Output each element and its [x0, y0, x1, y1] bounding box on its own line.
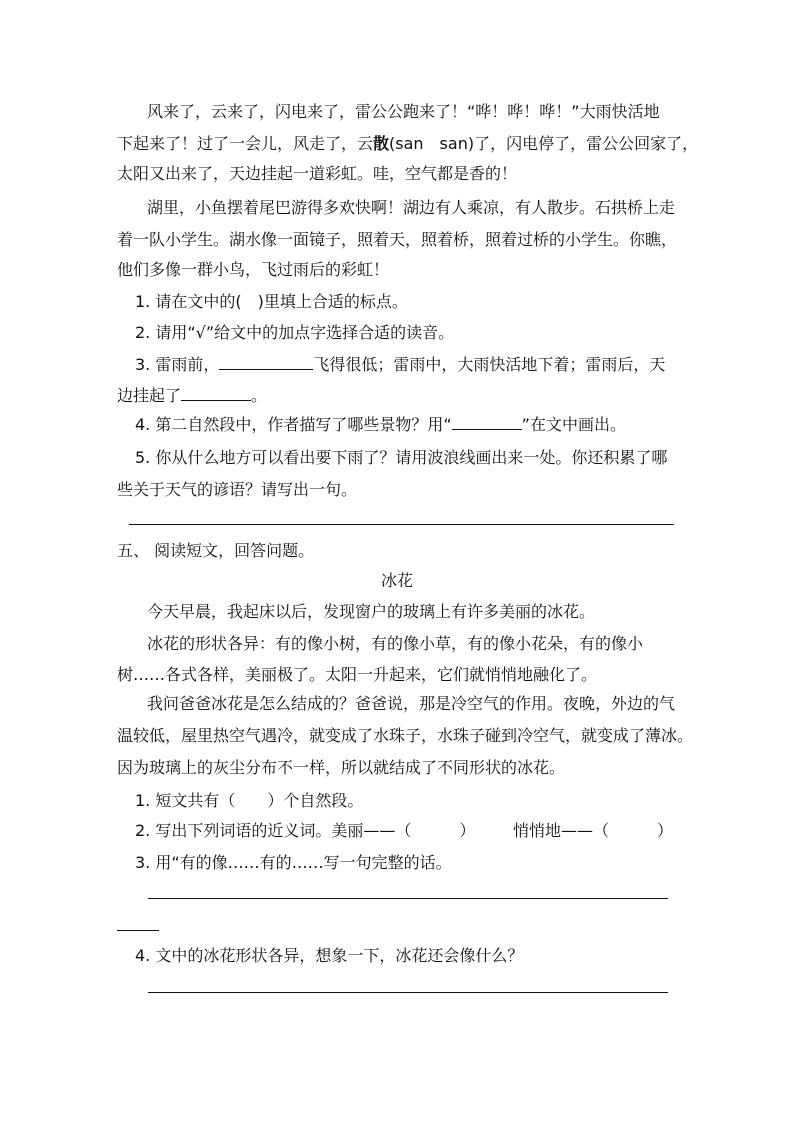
q4-line — [135, 413, 626, 436]
q1-fill-punctuation: 1. 请在文中的( )里填上合适的标点。 — [135, 292, 408, 311]
q5-line2: 些关于天气的谚语？请写出一句。 — [117, 480, 358, 499]
s5-q3-write-sentence: 3. 用“有的像……有的……写一句完整的话。 — [135, 853, 452, 872]
q3-blank-2[interactable] — [181, 384, 251, 401]
s5-q1-paragraph-count: 1. 短文共有（ ）个自然段。 — [135, 791, 364, 810]
q4-text-a: 4. 第二自然段中，作者描写了哪些景物？用“ — [135, 415, 452, 434]
passage2-p3-line1: 我问爸爸冰花是怎么结成的？爸爸说，那是冷空气的作用。夜晚，外边的气 — [147, 694, 676, 713]
q3-text-b: 飞得很低；雷雨中，大雨快活地下着；雷雨后，天 — [313, 355, 666, 374]
passage2-p3-line2: 温较低，屋里热空气遇冷，就变成了水珠子，水珠子碰到冷空气，就变成了薄冰。 — [117, 726, 694, 745]
s5-q3-answer-line-continued[interactable] — [117, 930, 159, 931]
q3-text-c: 边挂起了 — [117, 386, 182, 405]
passage1-p2-line3: 他们多像一群小鸟，飞过雨后的彩虹！ — [117, 260, 390, 279]
passage1-p1-line3: 太阳又出来了，天边挂起一道彩虹。哇，空气都是香的！ — [117, 164, 518, 183]
q5-answer-line[interactable] — [129, 524, 674, 525]
section5-heading: 五、 阅读短文，回答问题。 — [117, 541, 315, 560]
q3-text-a: 3. 雷雨前， — [135, 355, 220, 374]
s5-q4-answer-line[interactable] — [148, 992, 668, 993]
q4-text-b: ”在文中画出。 — [521, 415, 626, 434]
passage2-p3-line3: 因为玻璃上的灰尘分布不一样，所以就结成了不同形状的冰花。 — [117, 758, 566, 777]
s5-q2-synonym-b: 悄悄地——（ ） — [513, 821, 674, 840]
q4-underline-sample — [452, 413, 522, 430]
passage1-p1-line2-a: 下起来了！过了一会儿，风走了，云 — [117, 134, 374, 153]
passage1-p1-line1: 风来了，云来了，闪电来了，雷公公跑来了！“哗！哗！哗！”大雨快活地 — [147, 102, 660, 121]
s5-q3-answer-line[interactable] — [148, 898, 668, 899]
passage1-p1-line2 — [117, 133, 698, 155]
s5-q4-imagine: 4. 文中的冰花形状各异，想象一下，冰花还会像什么？ — [135, 946, 524, 965]
s5-q2-synonym-a: 2. 写出下列词语的近义词。美丽——（ ） — [135, 821, 476, 840]
dotted-character: 散 — [373, 134, 390, 153]
passage2-p2-line2: 树……各式各样，美丽极了。太阳一升起来，它们就悄悄地融化了。 — [117, 665, 598, 684]
q5-line1: 5. 你从什么地方可以看出要下雨了？请用波浪线画出来一处。你还积累了哪 — [135, 448, 668, 467]
passage2-title: 冰花 — [381, 571, 414, 590]
q2-choose-pronunciation: 2. 请用“√”给文中的加点字选择合适的读音。 — [135, 323, 455, 342]
q3-text-d: 。 — [251, 386, 268, 405]
q3-blank-1[interactable] — [219, 353, 313, 370]
passage1-p1-line2-b: (san san)了，闪电停了，雷公公回家了， — [389, 134, 699, 153]
passage1-p2-line2: 着一队小学生。湖水像一面镜子，照着天，照着桥，照着过桥的小学生。你瞧， — [117, 230, 678, 249]
q3-line2 — [117, 384, 267, 407]
passage2-p2-line1: 冰花的形状各异：有的像小树，有的像小草，有的像小花朵，有的像小 — [147, 634, 644, 653]
q3-line1 — [135, 353, 665, 376]
passage2-p1: 今天早晨，我起床以后，发现窗户的玻璃上有许多美丽的冰花。 — [147, 602, 596, 621]
passage1-p2-line1: 湖里，小鱼摆着尾巴游得多欢快啊！湖边有人乘凉，有人散步。石拱桥上走 — [147, 198, 676, 217]
